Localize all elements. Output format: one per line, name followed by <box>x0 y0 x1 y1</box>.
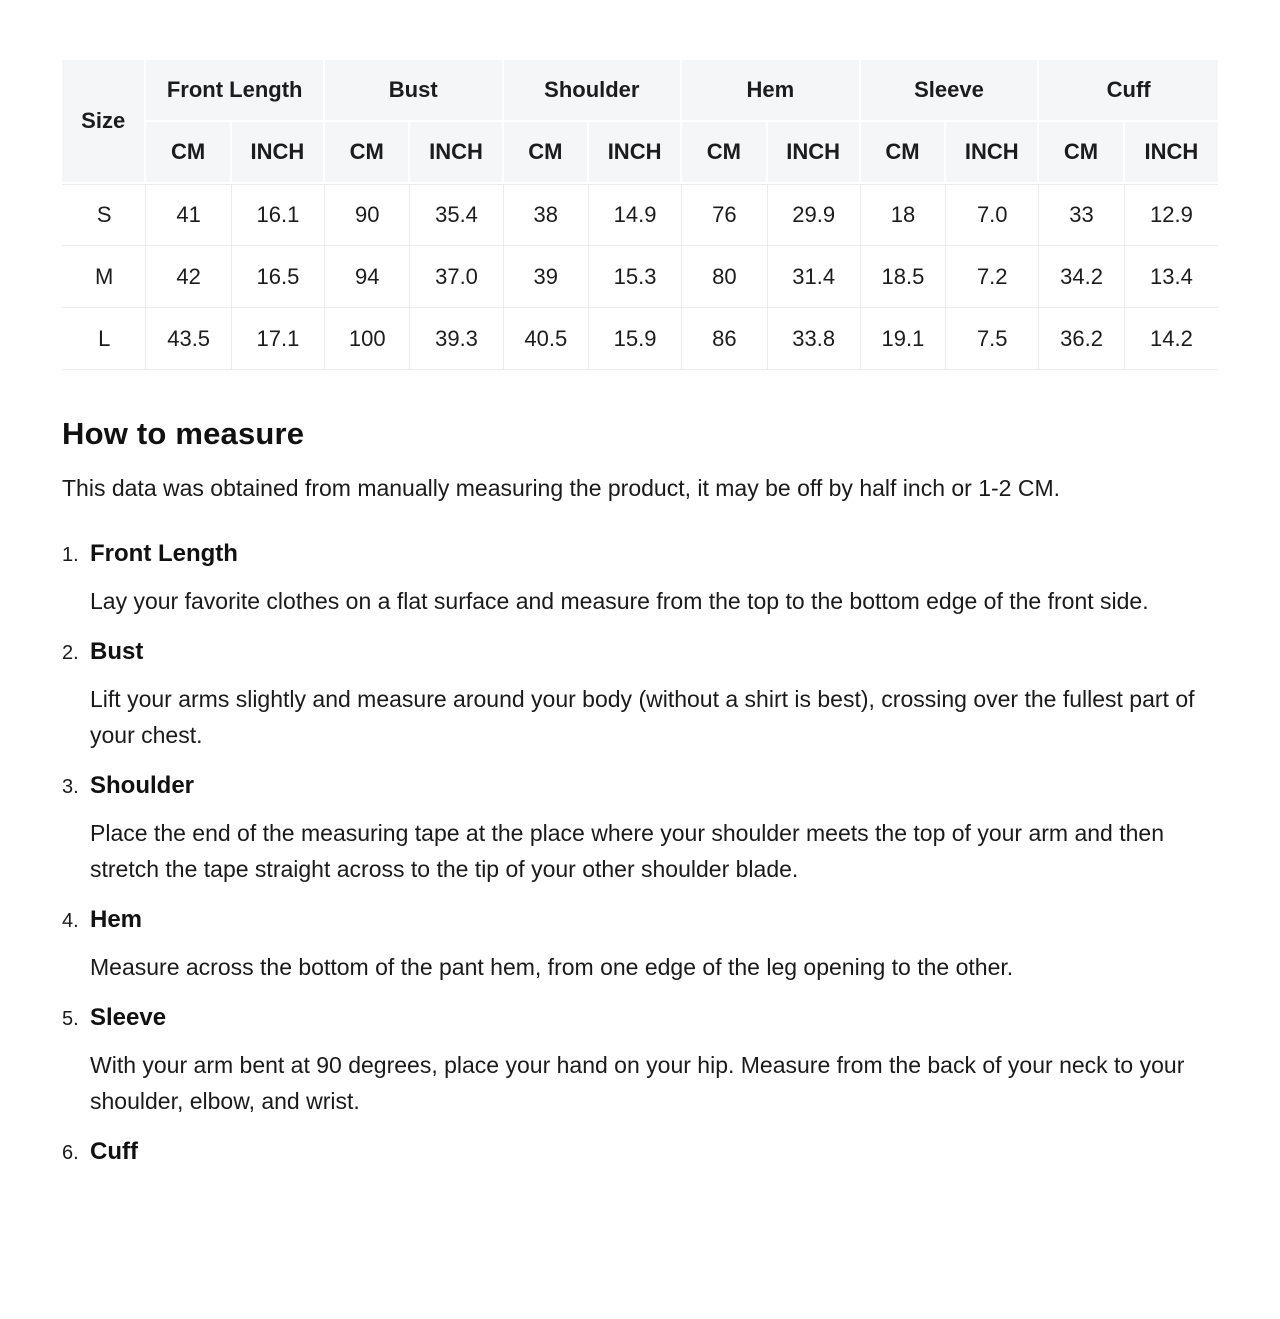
list-item-term: Sleeve <box>90 1004 167 1031</box>
measurement-cell: 31.4 <box>768 246 861 308</box>
measurement-cell: 38 <box>504 184 590 246</box>
unit-header-inch: INCH <box>946 122 1039 184</box>
how-to-measure-heading: How to measure <box>62 416 305 451</box>
measurement-cell: 42 <box>146 246 232 308</box>
measurement-cell: 90 <box>325 184 411 246</box>
list-item-sleeve <box>62 1004 1218 1119</box>
measurement-cell: 17.1 <box>232 308 325 370</box>
measurement-cell: 7.0 <box>946 184 1039 246</box>
list-item-description: Measure across the bottom of the pant hem, from one edge of the leg opening to the other. <box>90 954 1014 980</box>
table-row-size-s <box>62 184 1218 246</box>
measurement-cell: 94 <box>325 246 411 308</box>
measurement-cell: 39.3 <box>410 308 503 370</box>
measurement-cell: 16.5 <box>232 246 325 308</box>
measurement-cell: 43.5 <box>146 308 232 370</box>
measurement-cell: 41 <box>146 184 232 246</box>
unit-header-cm: CM <box>861 122 947 184</box>
unit-header-inch: INCH <box>410 122 503 184</box>
list-item-body <box>90 540 1218 619</box>
col-header-sleeve: Sleeve <box>861 60 1040 122</box>
size-cell: M <box>62 246 146 308</box>
size-chart-body <box>62 184 1218 370</box>
measurement-cell: 34.2 <box>1039 246 1125 308</box>
measurement-cell: 7.5 <box>946 308 1039 370</box>
measurement-cell: 37.0 <box>410 246 503 308</box>
size-chart-header <box>62 60 1218 184</box>
measurement-cell: 35.4 <box>410 184 503 246</box>
list-item-hem <box>62 906 1218 985</box>
list-item-front-length <box>62 540 1218 619</box>
measure-instructions-list <box>62 540 1218 1166</box>
measurement-cell: 36.2 <box>1039 308 1125 370</box>
list-item-body <box>90 906 1218 985</box>
list-item-description: With your arm bent at 90 degrees, place your hand on your hip. Measure from the back of your neck to your shoulder, elbow, and wrist. <box>90 1052 1185 1114</box>
measurement-cell: 76 <box>682 184 768 246</box>
table-row-size-l <box>62 308 1218 370</box>
measurement-cell: 12.9 <box>1125 184 1218 246</box>
measurement-cell: 18.5 <box>861 246 947 308</box>
col-header-bust: Bust <box>325 60 504 122</box>
measurement-cell: 14.2 <box>1125 308 1218 370</box>
list-item-bust <box>62 638 1218 753</box>
list-item-number: 5. <box>62 1008 79 1030</box>
measurement-cell: 100 <box>325 308 411 370</box>
list-item-cuff <box>62 1138 1218 1166</box>
unit-header-cm: CM <box>1039 122 1125 184</box>
list-item-number: 1. <box>62 544 79 566</box>
measurement-cell: 29.9 <box>768 184 861 246</box>
intro-paragraph: This data was obtained from manually measuring the product, it may be off by half inch or 1-2 CM. <box>62 475 1061 501</box>
list-item-description: Lay your favorite clothes on a flat surface and measure from the top to the bottom edge of the front side. <box>90 588 1149 614</box>
list-item-term: Hem <box>90 906 143 933</box>
size-cell: S <box>62 184 146 246</box>
measurement-cell: 16.1 <box>232 184 325 246</box>
measurement-cell: 33.8 <box>768 308 861 370</box>
col-header-front-length: Front Length <box>146 60 325 122</box>
unit-header-cm: CM <box>504 122 590 184</box>
table-row-size-m <box>62 246 1218 308</box>
size-cell: L <box>62 308 146 370</box>
measurement-cell: 40.5 <box>504 308 590 370</box>
unit-header-inch: INCH <box>1125 122 1218 184</box>
measurement-cell: 15.3 <box>589 246 682 308</box>
list-item-term: Shoulder <box>90 772 195 799</box>
col-header-shoulder: Shoulder <box>504 60 683 122</box>
measurement-cell: 39 <box>504 246 590 308</box>
unit-header-inch: INCH <box>768 122 861 184</box>
measurement-cell: 86 <box>682 308 768 370</box>
unit-header-cm: CM <box>325 122 411 184</box>
list-item-body <box>90 1004 1218 1119</box>
list-item-body <box>90 1138 1218 1166</box>
list-item-number: 2. <box>62 642 79 664</box>
list-item-number: 6. <box>62 1142 79 1164</box>
list-item-description: Place the end of the measuring tape at the place where your shoulder meets the top of your arm and then stretch the tape straight across to the tip of your other shoulder blade. <box>90 820 1164 882</box>
unit-header-row <box>62 122 1218 184</box>
unit-header-inch: INCH <box>232 122 325 184</box>
list-item-number: 3. <box>62 776 79 798</box>
unit-header-cm: CM <box>682 122 768 184</box>
measurement-cell: 80 <box>682 246 768 308</box>
unit-header-inch: INCH <box>589 122 682 184</box>
unit-header-cm: CM <box>146 122 232 184</box>
group-header-row <box>62 60 1218 122</box>
measurement-cell: 13.4 <box>1125 246 1218 308</box>
list-item-body <box>90 638 1218 753</box>
size-chart-table <box>62 60 1218 370</box>
list-item-shoulder <box>62 772 1218 887</box>
list-item-number: 4. <box>62 910 79 932</box>
col-header-size: Size <box>62 60 146 184</box>
measurement-cell: 18 <box>861 184 947 246</box>
measurement-cell: 15.9 <box>589 308 682 370</box>
list-item-body <box>90 772 1218 887</box>
measurement-cell: 33 <box>1039 184 1125 246</box>
col-header-cuff: Cuff <box>1039 60 1218 122</box>
measurement-cell: 7.2 <box>946 246 1039 308</box>
list-item-description: Lift your arms slightly and measure around your body (without a shirt is best), crossing over the fullest part of your chest. <box>90 686 1195 748</box>
measurement-cell: 19.1 <box>861 308 947 370</box>
list-item-term: Cuff <box>90 1138 138 1165</box>
col-header-hem: Hem <box>682 60 861 122</box>
list-item-term: Bust <box>90 638 144 665</box>
list-item-term: Front Length <box>90 540 238 567</box>
measurement-cell: 14.9 <box>589 184 682 246</box>
